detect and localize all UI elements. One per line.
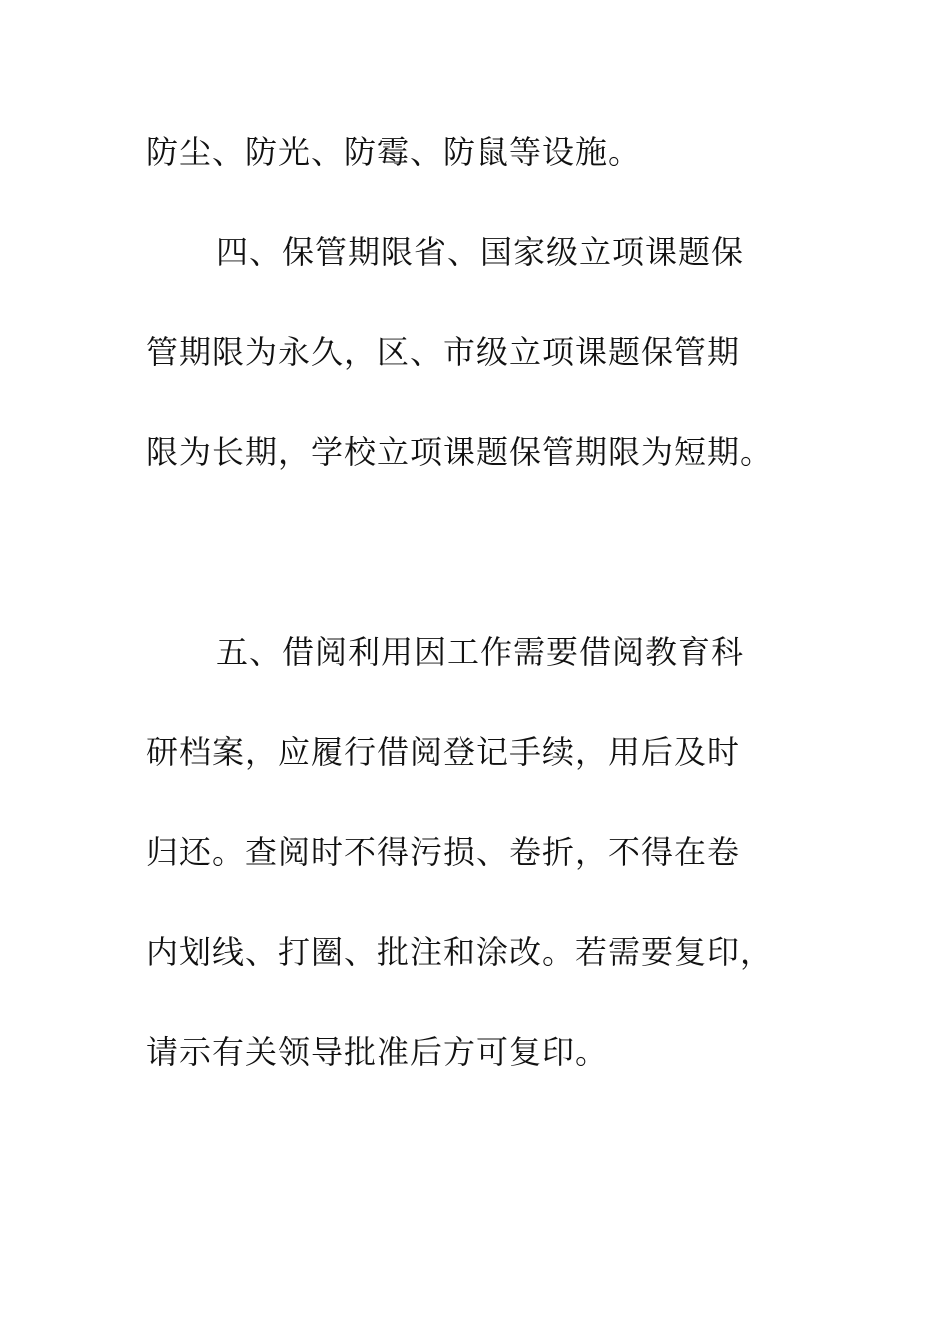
- text-line: 内划线、打圈、批注和涂改。若需要复印，: [146, 933, 774, 971]
- text-line: 防尘、防光、防霉、防鼠等设施。: [146, 133, 642, 171]
- text-line: 管期限为永久，区、市级立项课题保管期: [146, 333, 741, 371]
- text-line: 研档案，应履行借阅登记手续，用后及时: [146, 733, 741, 771]
- text-line: 限为长期，学校立项课题保管期限为短期。: [146, 433, 774, 471]
- text-line: 请示有关领导批准后方可复印。: [146, 1033, 609, 1071]
- section-heading-four: 四、保管期限省、国家级立项课题保: [216, 233, 745, 271]
- text-line: 归还。查阅时不得污损、卷折，不得在卷: [146, 833, 741, 871]
- section-heading-five: 五、借阅利用因工作需要借阅教育科: [216, 633, 745, 671]
